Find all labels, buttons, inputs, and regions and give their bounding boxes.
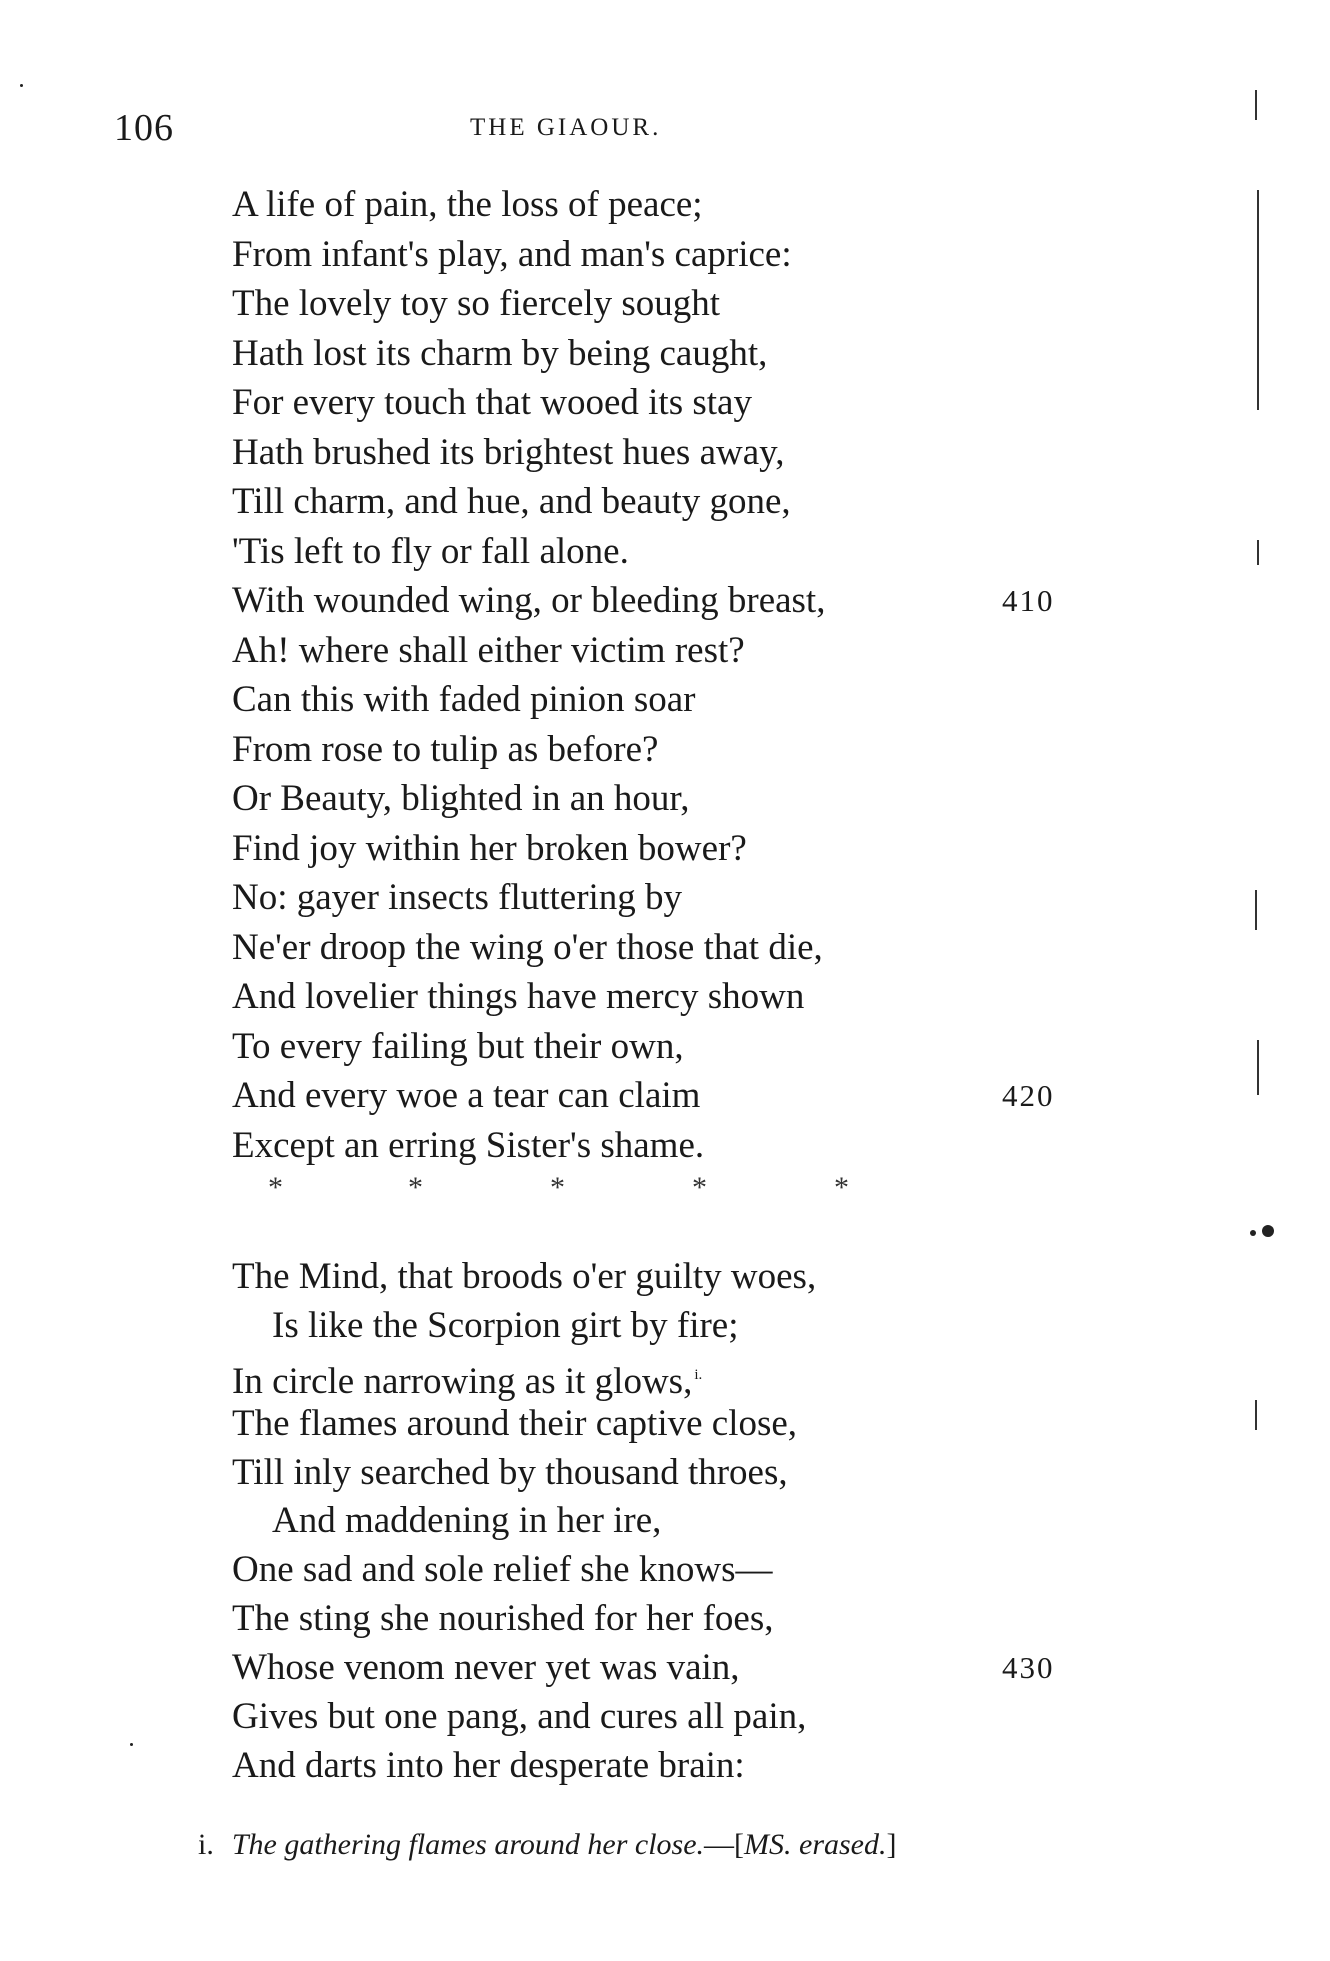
verse-text: The Mind, that broods o'er guilty woes, [232, 1256, 817, 1297]
verse-text: And darts into her desperate brain: [232, 1744, 745, 1786]
verse-line [232, 329, 1132, 379]
verse-text: For every touch that wooed its stay [232, 382, 752, 423]
scan-edge-mark [1257, 190, 1259, 410]
verse-text: Ah! where shall either victim rest? [232, 629, 745, 671]
verse-line [232, 1742, 1132, 1791]
asterisk: * [408, 1171, 423, 1204]
stanza-2 [232, 1253, 1132, 1791]
verse-line [232, 576, 1132, 626]
footnote [198, 1828, 897, 1862]
asterisk: * [268, 1171, 283, 1204]
verse-line [232, 1400, 1132, 1449]
stanza-1 [232, 180, 1132, 1170]
verse-text: And lovelier things have mercy shown [232, 976, 805, 1017]
verse-text: Except an erring Sister's shame. [232, 1124, 705, 1166]
verse-line [232, 1449, 1132, 1498]
verse-text: Is like the Scorpion girt by fire; [272, 1304, 739, 1346]
scan-edge-mark [1255, 90, 1257, 120]
verse-text: Find joy within her broken bower? [232, 827, 747, 869]
verse-text: 'Tis left to fly or fall alone. [232, 530, 629, 572]
verse-line [232, 1693, 1132, 1742]
verse-line [232, 626, 1132, 676]
verse-line [232, 824, 1132, 874]
page-number: 106 [114, 107, 174, 149]
footnote-bracket: ] [886, 1828, 897, 1861]
scan-speck [130, 1743, 133, 1746]
scan-speck [20, 84, 23, 87]
line-number: 420 [1002, 1078, 1055, 1113]
verse-line [232, 378, 1132, 428]
verse-line [232, 279, 1132, 329]
scan-speck [1250, 1230, 1256, 1236]
asterisk: * [692, 1171, 707, 1204]
verse-line [232, 873, 1132, 923]
asterisk: * [550, 1171, 565, 1204]
verse-text: Hath brushed its brightest hues away, [232, 431, 785, 473]
verse-text: One sad and sole relief she knows— [232, 1549, 773, 1591]
scan-edge-mark [1255, 1400, 1257, 1430]
verse-line [232, 428, 1132, 478]
asterisk: * [834, 1171, 849, 1204]
verse-text: Hath lost its charm by being caught, [232, 332, 768, 374]
verse-line [232, 774, 1132, 824]
verse-line [232, 1644, 1132, 1693]
verse-text: From infant's play, and man's caprice: [232, 233, 792, 275]
scan-edge-mark [1255, 890, 1257, 930]
verse-line-indented [232, 1302, 1132, 1351]
verse-line [232, 1546, 1132, 1595]
verse-line [232, 1253, 1132, 1302]
verse-text: Can this with faded pinion soar [232, 679, 696, 720]
verse-text: No: gayer insects fluttering by [232, 877, 683, 918]
verse-text: In circle narrowing as it glows, [232, 1360, 693, 1402]
verse-line [232, 675, 1132, 725]
line-number: 430 [1002, 1650, 1055, 1686]
verse-line [232, 180, 1132, 230]
verse-text: Ne'er droop the wing o'er those that die, [232, 926, 823, 968]
verse-line [232, 1351, 1132, 1400]
scan-edge-mark [1257, 1040, 1259, 1095]
verse-line [232, 1595, 1132, 1644]
scan-edge-mark [1257, 540, 1259, 565]
verse-line [232, 1071, 1132, 1121]
scan-speck [1262, 1225, 1274, 1237]
verse-text: With wounded wing, or bleeding breast, [232, 580, 826, 621]
verse-text: The lovely toy so fiercely sought [232, 283, 721, 324]
verse-text: Gives but one pang, and cures all pain, [232, 1696, 807, 1738]
verse-text: Till charm, and hue, and beauty gone, [232, 481, 791, 522]
verse-line-indented [232, 1497, 1132, 1546]
verse-text: The flames around their captive close, [232, 1402, 798, 1444]
verse-text: Or Beauty, blighted in an hour, [232, 778, 690, 819]
verse-line [232, 527, 1132, 577]
verse-line [232, 230, 1132, 280]
verse-text: And every woe a tear can claim [232, 1075, 701, 1116]
running-title: THE GIAOUR. [470, 114, 662, 141]
verse-text: The sting she nourished for her foes, [232, 1598, 774, 1640]
verse-text: And maddening in her ire, [272, 1500, 662, 1542]
page-header [0, 106, 1330, 150]
verse-text: To every failing but their own, [232, 1025, 684, 1067]
section-separator [268, 1168, 888, 1208]
verse-text: Till inly searched by thousand throes, [232, 1451, 788, 1493]
footnote-text: The gathering flames around her close. [231, 1828, 705, 1861]
footnote-marker: i. [198, 1828, 214, 1861]
footnote-reference[interactable]: i. [694, 1366, 703, 1383]
line-number: 410 [1002, 583, 1055, 618]
verse-line [232, 725, 1132, 775]
verse-text: Whose venom never yet was vain, [232, 1647, 740, 1689]
footnote-source: MS. erased. [744, 1828, 887, 1861]
footnote-dash: —[ [704, 1828, 745, 1861]
verse-text: A life of pain, the loss of peace; [232, 184, 703, 225]
verse-text: From rose to tulip as before? [232, 728, 659, 770]
verse-line [232, 477, 1132, 527]
verse-line [232, 1022, 1132, 1072]
verse-line [232, 923, 1132, 973]
verse-line [232, 972, 1132, 1022]
verse-line [232, 1121, 1132, 1171]
